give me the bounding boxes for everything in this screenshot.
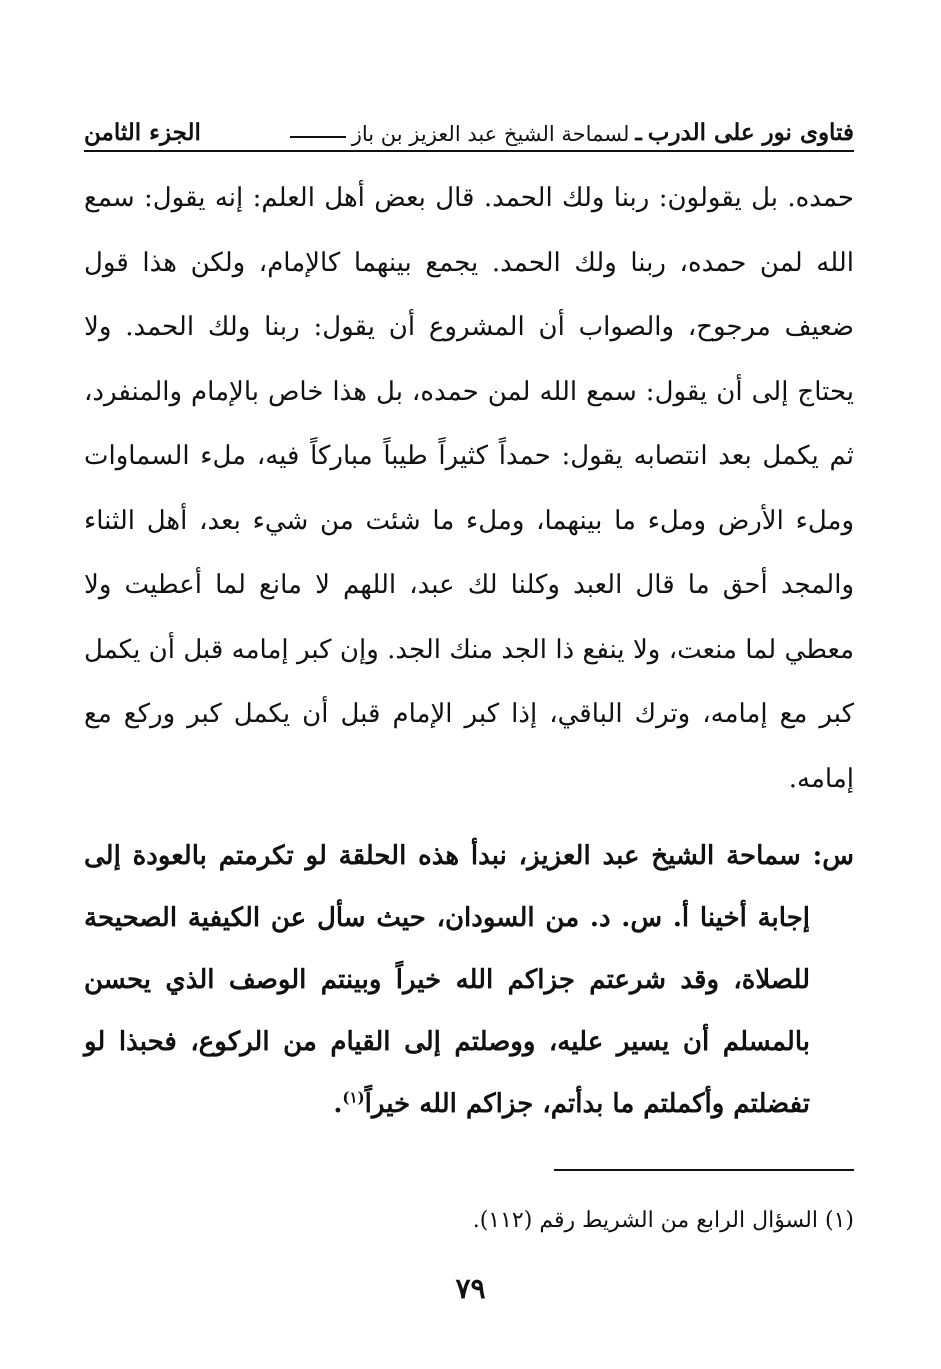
- footnote: (١) السؤال الرابع من الشريط رقم (١١٢).: [472, 1208, 854, 1233]
- header-rule: [290, 136, 346, 138]
- main-text: [84, 166, 854, 1135]
- question-end: .: [333, 1089, 343, 1119]
- footnote-reference: (١): [342, 1088, 365, 1107]
- footnote-divider: [554, 1169, 854, 1171]
- header-author: لسماحة الشيخ عبد العزيز بن باز: [351, 122, 630, 146]
- question-paragraph: [84, 825, 854, 1135]
- running-header: [84, 108, 854, 152]
- question-text: س: سماحة الشيخ عبد العزيز، نبدأ هذه الحلقة لو تكرمتم بالعودة إلى إجابة أخينا أ. س. د. من السودان، حيث سأل عن الكيفية الصحيحة للصلاة، وقد شرعتم جزاكم الله خيراً وبينتم الوصف الذي يحسن بالمسلم أن يسير عليه، ووصلتم إلى القيام من الركوع، فحبذا لو تفضلتم وأكملتم ما بدأتم، جزاكم الله خيراً: [84, 841, 854, 1119]
- page-number: ٧٩: [455, 1272, 486, 1305]
- book-title: فتاوى نور على الدرب: [647, 119, 854, 146]
- header-title-group: [290, 119, 854, 146]
- header-separator: ـ: [635, 120, 642, 146]
- volume-label: الجزء الثامن: [84, 119, 201, 146]
- answer-paragraph: حمده. بل يقولون: ربنا ولك الحمد. قال بعض أهل العلم: إنه يقول: سمع الله لمن حمده، ربنا ولك الحمد. يجمع بينهما كالإمام، ولكن هذا قول ضعيف مرجوح، والصواب أن المشروع أن يقول: ربنا ولك الحمد. ولا يحتاج إلى أن يقول: سمع الله لمن حمده، بل هذا خاص بالإمام والمنفرد، ثم يكمل بعد انتصابه يقول: حمداً كثيراً طيباً مباركاً فيه، ملء السماوات وملء الأرض وملء ما بينهما، وملء ما شئت من شيء بعد، أهل الثناء والمجد أحق ما قال العبد وكلنا لك عبد، اللهم لا مانع لما أعطيت ولا معطي لما منعت، ولا ينفع ذا الجد منك الجد. وإن كبر إمامه قبل أن يكمل كبر مع إمامه، وترك الباقي، إذا كبر الإمام قبل أن يكمل كبر وركع مع إمامه.: [84, 183, 854, 794]
